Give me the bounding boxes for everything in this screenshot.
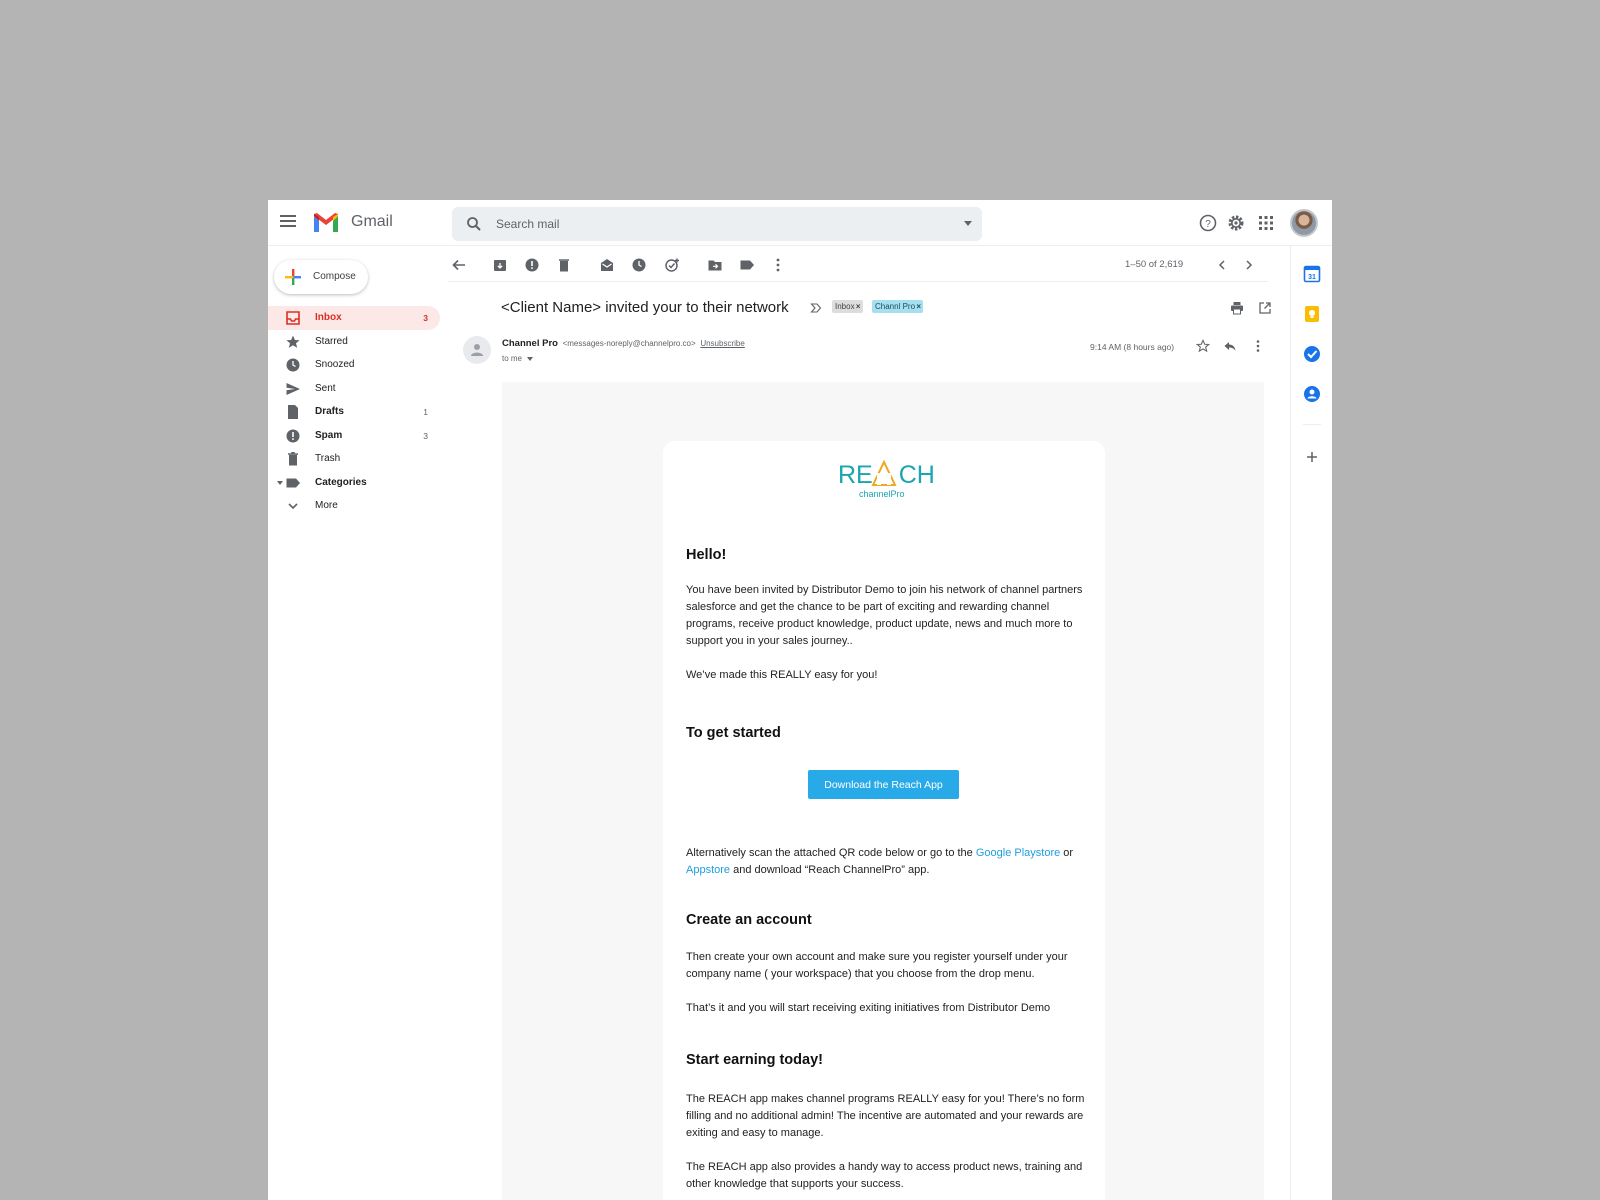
chevron-right-icon[interactable] bbox=[1241, 257, 1257, 273]
snooze-clock-icon[interactable] bbox=[631, 257, 647, 273]
sidebar-item-sent[interactable] bbox=[268, 377, 440, 401]
message-subject: <Client Name> invited your to their network bbox=[501, 299, 789, 316]
star-outline-icon[interactable] bbox=[1196, 339, 1210, 353]
reach-logo-subtext: channelPro bbox=[859, 489, 905, 499]
message-toolbar bbox=[448, 246, 1268, 282]
svg-text:?: ? bbox=[1205, 219, 1211, 230]
sender-name[interactable]: Channel Pro bbox=[502, 338, 558, 349]
add-addon-plus-icon[interactable] bbox=[1303, 448, 1321, 466]
apps-grid-icon[interactable] bbox=[1256, 213, 1276, 233]
create-account-heading: Create an account bbox=[686, 912, 812, 928]
reach-logo-text: RE CH bbox=[838, 461, 935, 489]
main-menu-icon[interactable] bbox=[280, 215, 296, 229]
pagination-count: 1–50 of 2,619 bbox=[1125, 259, 1184, 270]
label-chip-inbox[interactable] bbox=[832, 300, 863, 313]
sidebar-item-count: 3 bbox=[423, 313, 428, 323]
star-icon bbox=[285, 334, 301, 350]
contacts-icon[interactable] bbox=[1303, 385, 1321, 403]
sidebar-item-count: 3 bbox=[423, 430, 428, 441]
inbox-icon bbox=[285, 310, 301, 326]
compose-label: Compose bbox=[313, 271, 356, 282]
sidebar-item-snoozed[interactable] bbox=[268, 353, 440, 377]
print-icon[interactable] bbox=[1230, 301, 1244, 315]
sidebar-item-count: 1 bbox=[423, 407, 428, 417]
compose-plus-icon bbox=[284, 268, 302, 286]
reach-arrow-icon bbox=[870, 459, 898, 487]
appstore-link[interactable]: Appstore bbox=[686, 864, 731, 876]
sidebar-item-label: Starred bbox=[315, 335, 348, 347]
remove-label-icon[interactable]: × bbox=[916, 302, 922, 311]
label-chip-text: Inbox bbox=[835, 302, 855, 311]
back-arrow-icon[interactable] bbox=[451, 257, 467, 273]
svg-text:31: 31 bbox=[1308, 274, 1316, 281]
reach-logo bbox=[831, 457, 941, 503]
help-icon[interactable] bbox=[1198, 213, 1218, 233]
move-to-folder-icon[interactable] bbox=[707, 257, 723, 273]
trash-icon bbox=[285, 451, 301, 467]
remove-label-icon[interactable]: × bbox=[855, 302, 861, 311]
chevron-down-icon bbox=[285, 498, 301, 514]
sidebar-item-categories[interactable] bbox=[268, 471, 440, 495]
sidebar-item-trash[interactable] bbox=[268, 447, 440, 471]
recipient-details[interactable] bbox=[502, 354, 533, 363]
report-spam-icon[interactable] bbox=[524, 257, 540, 273]
message-time: 9:14 AM (8 hours ago) bbox=[1090, 342, 1175, 352]
reply-icon[interactable] bbox=[1223, 339, 1237, 353]
add-to-tasks-icon[interactable] bbox=[664, 257, 680, 273]
easy-paragraph: We’ve made this REALLY easy for you! bbox=[686, 669, 878, 681]
calendar-icon[interactable] bbox=[1303, 265, 1321, 283]
caret-down-icon bbox=[527, 357, 533, 361]
search-icon[interactable] bbox=[466, 216, 482, 232]
sidebar-item-drafts[interactable] bbox=[268, 400, 440, 424]
google-playstore-link[interactable]: Google Playstore bbox=[975, 847, 1061, 859]
sidebar-item-label: Spam bbox=[315, 429, 343, 441]
delete-trash-icon[interactable] bbox=[556, 257, 572, 273]
start-earning-heading: Start earning today! bbox=[686, 1052, 823, 1068]
sidebar-item-label: Categories bbox=[315, 476, 367, 488]
recipient-text: to me bbox=[502, 354, 523, 363]
label-tag-icon bbox=[285, 475, 301, 491]
news-paragraph: The REACH app also provides a handy way to access product news, training and other knowledge that supports your success. bbox=[686, 1161, 1083, 1190]
more-vert-icon[interactable] bbox=[770, 257, 786, 273]
importance-marker-icon[interactable] bbox=[810, 302, 822, 314]
compose-button[interactable] bbox=[274, 260, 368, 294]
alt-text-pre: Alternatively scan the attached QR code below or go to the bbox=[686, 847, 976, 859]
label-chip-text: Channl Pro bbox=[875, 302, 916, 311]
sidebar-item-label: Drafts bbox=[315, 406, 344, 417]
thats-it-paragraph: That’s it and you will start receiving exiting initiatives from Distributor Demo bbox=[686, 1002, 1051, 1014]
mark-unread-icon[interactable] bbox=[599, 257, 615, 273]
send-icon bbox=[285, 381, 301, 397]
alternative-paragraph bbox=[686, 845, 1086, 879]
chevron-left-icon[interactable] bbox=[1214, 257, 1230, 273]
sender-avatar bbox=[463, 336, 491, 364]
unsubscribe-link[interactable]: Unsubscribe bbox=[700, 339, 745, 348]
earning-paragraph: The REACH app makes channel programs REALLY easy for you! There’s no form filling and no additional admin! The incentive are automated and your rewards are exiting and easy to manage. bbox=[686, 1093, 1085, 1139]
sidebar-item-starred[interactable] bbox=[268, 330, 440, 354]
sidebar-item-label: More bbox=[315, 500, 338, 511]
sidebar-item-label: Inbox bbox=[315, 312, 342, 323]
open-new-window-icon[interactable] bbox=[1258, 301, 1272, 315]
intro-paragraph: You have been invited by Distributor Demo to join his network of channel partners salesforce and get the chance to be part of exciting and rewarding channel programs, receive product knowledge, product update, news and much more to support you in your sales journey.. bbox=[686, 584, 1083, 647]
sender-email: <messages-noreply@channelpro.co> bbox=[562, 339, 696, 348]
top-bar bbox=[268, 200, 1332, 246]
search-bar[interactable] bbox=[452, 207, 982, 241]
download-app-button[interactable]: Download the Reach App bbox=[808, 770, 959, 799]
sender-line bbox=[502, 338, 745, 349]
settings-gear-icon[interactable] bbox=[1226, 213, 1246, 233]
label-icon[interactable] bbox=[739, 257, 755, 273]
spam-alert-icon bbox=[285, 428, 301, 444]
expand-caret-icon[interactable] bbox=[277, 481, 283, 485]
sidebar-item-more[interactable] bbox=[268, 494, 440, 518]
search-input[interactable] bbox=[496, 216, 916, 232]
gmail-window bbox=[268, 200, 1332, 1200]
search-options-dropdown-icon[interactable] bbox=[964, 221, 972, 226]
sidebar-item-inbox[interactable] bbox=[268, 306, 440, 330]
account-avatar[interactable] bbox=[1290, 209, 1318, 237]
rail-divider bbox=[1303, 424, 1321, 425]
create-account-paragraph: Then create your own account and make sure you register yourself under your company name ( your workspace) that you choose from the drop menu. bbox=[686, 951, 1068, 980]
alt-text-post: and download “Reach ChannelPro” app. bbox=[730, 864, 930, 876]
more-vert-icon[interactable] bbox=[1251, 339, 1265, 353]
sidebar-nav bbox=[268, 306, 440, 518]
tasks-icon[interactable] bbox=[1303, 345, 1321, 363]
sidebar-item-label: Sent bbox=[315, 382, 336, 394]
archive-icon[interactable] bbox=[492, 257, 508, 273]
clock-icon bbox=[285, 357, 301, 373]
app-title: Gmail bbox=[351, 213, 393, 230]
gmail-logo-icon bbox=[312, 212, 340, 234]
person-icon bbox=[470, 342, 484, 358]
get-started-heading: To get started bbox=[686, 725, 781, 741]
alt-text-or: or bbox=[1060, 847, 1074, 859]
keep-notes-icon[interactable] bbox=[1303, 305, 1321, 323]
sidebar-item-spam[interactable] bbox=[268, 424, 440, 448]
label-chip-channl-pro[interactable] bbox=[872, 300, 923, 313]
email-content-card bbox=[663, 441, 1105, 1200]
sidebar-item-label: Trash bbox=[315, 453, 341, 464]
greeting-heading: Hello! bbox=[686, 547, 727, 563]
draft-file-icon bbox=[285, 404, 301, 420]
side-panel-rail bbox=[1290, 246, 1332, 1200]
sidebar-item-label: Snoozed bbox=[315, 359, 355, 370]
